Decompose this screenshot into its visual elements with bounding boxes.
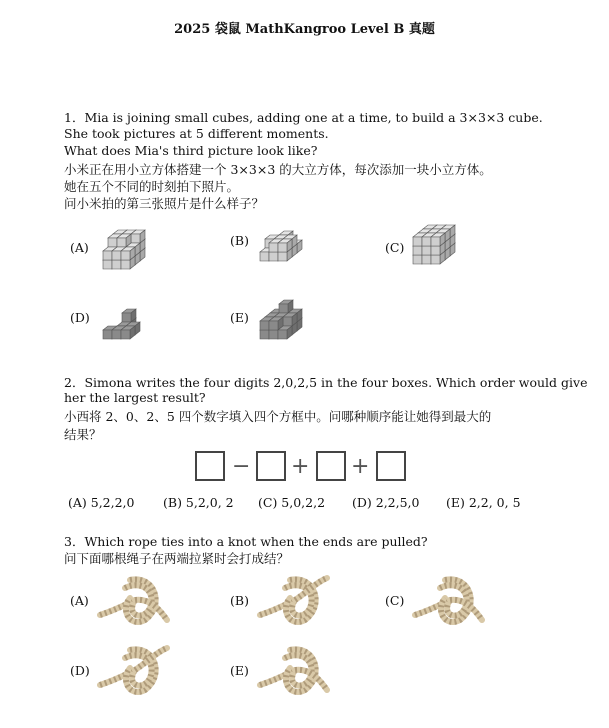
cube-face [122,313,131,322]
q2-answer-e[interactable]: (E) 2,2, 0, 5 [446,495,521,510]
q1-option-e-cubes[interactable] [252,290,327,350]
cube-face [103,330,112,339]
q2-answer-c[interactable]: (C) 5,0,2,2 [258,495,326,510]
plus-sign: + [351,454,370,479]
page-title: 2025 袋鼠 MathKangroo Level B 真题 [174,22,435,37]
q1-option-b-label[interactable]: (B) [230,233,249,248]
q2-line: 小西将 2、0、2、5 四个数字填入四个方框中。问哪种顺序能让她得到最大的 [64,409,492,424]
cube-face [112,260,121,269]
q2-answer-b[interactable]: (B) 5,2,0, 2 [163,495,234,510]
cube-face [278,243,287,252]
q1-option-d-cubes[interactable] [95,290,165,350]
digit-box-4[interactable] [376,451,406,481]
cube-face [431,246,440,255]
cube-face [413,237,422,246]
cube-face [121,330,130,339]
q3-option-b-rope[interactable] [255,570,330,630]
q1-line: 她在五个不同的时刻拍下照片。 [64,179,240,194]
cube-face [269,243,278,252]
cube-face [422,237,431,246]
q2-line: her the largest result? [64,390,206,405]
cube-face [413,246,422,255]
cube-face [131,234,140,243]
cube-face [260,330,269,339]
cube-face [260,321,269,330]
cube-face [121,260,130,269]
q1-line: What does Mia's third picture look like? [64,143,318,158]
cube-face [260,252,269,261]
minus-sign: − [232,454,251,479]
cube-face [269,321,278,330]
cube-face [278,330,287,339]
q3-option-b-label[interactable]: (B) [230,593,249,608]
cube-face [121,251,130,260]
cube-face [117,238,126,247]
cube-face [422,255,431,264]
cube-face [422,246,431,255]
q2-line: 2．Simona writes the four digits 2,0,2,5 in the four boxes. Which order would give [64,375,588,390]
q3-option-d-label[interactable]: (D) [70,663,90,678]
cube-face [108,238,117,247]
q1-option-a-cubes[interactable] [95,220,170,280]
cube-face [269,252,278,261]
cube-face [103,251,112,260]
cube-face [279,304,288,313]
q3-option-a-rope[interactable] [95,570,170,630]
digit-box-1[interactable] [195,451,225,481]
cube-face [269,330,278,339]
cube-face [431,237,440,246]
cube-face [112,251,121,260]
q1-option-c-cubes[interactable] [405,215,480,280]
q1-option-b-cubes[interactable] [252,212,327,267]
q1-line: She took pictures at 5 different moments. [64,126,329,141]
cube-face [283,317,292,326]
q2-answer-a[interactable]: (A) 5,2,2,0 [68,495,135,510]
q1-line: 1．Mia is joining small cubes, adding one at a time, to build a 3×3×3 cube. [64,110,543,125]
cube-face [278,252,287,261]
q3-option-a-label[interactable]: (A) [70,593,89,608]
q2-line: 结果？ [64,427,102,442]
q3-option-c-label[interactable]: (C) [385,593,405,608]
cube-face [413,255,422,264]
q3-option-d-rope[interactable] [95,640,170,700]
q3-option-e-label[interactable]: (E) [230,663,249,678]
q3-option-e-rope[interactable] [255,640,330,700]
q1-line: 问小米拍的第三张照片是什么样子？ [64,196,265,211]
q1-option-a-label[interactable]: (A) [70,240,89,255]
q1-option-c-label[interactable]: (C) [385,240,405,255]
q3-line: 3．Which rope ties into a knot when the ends are pulled? [64,534,428,549]
cube-face [103,260,112,269]
cube-face [112,330,121,339]
q3-option-c-rope[interactable] [410,570,485,630]
digit-box-3[interactable] [316,451,346,481]
cube-face [431,255,440,264]
q2-answer-d[interactable]: (D) 2,2,5,0 [352,495,420,510]
plus-sign: + [291,454,310,479]
digit-box-2[interactable] [256,451,286,481]
q3-line: 问下面哪根绳子在两端拉紧时会打成结？ [64,551,290,566]
q1-option-e-label[interactable]: (E) [230,310,249,325]
q1-option-d-label[interactable]: (D) [70,310,90,325]
digit-boxes [190,448,430,488]
q1-line: 小米正在用小立方体搭建一个 3×3×3 的大立方体，每次添加一块小立方体。 [64,162,492,177]
